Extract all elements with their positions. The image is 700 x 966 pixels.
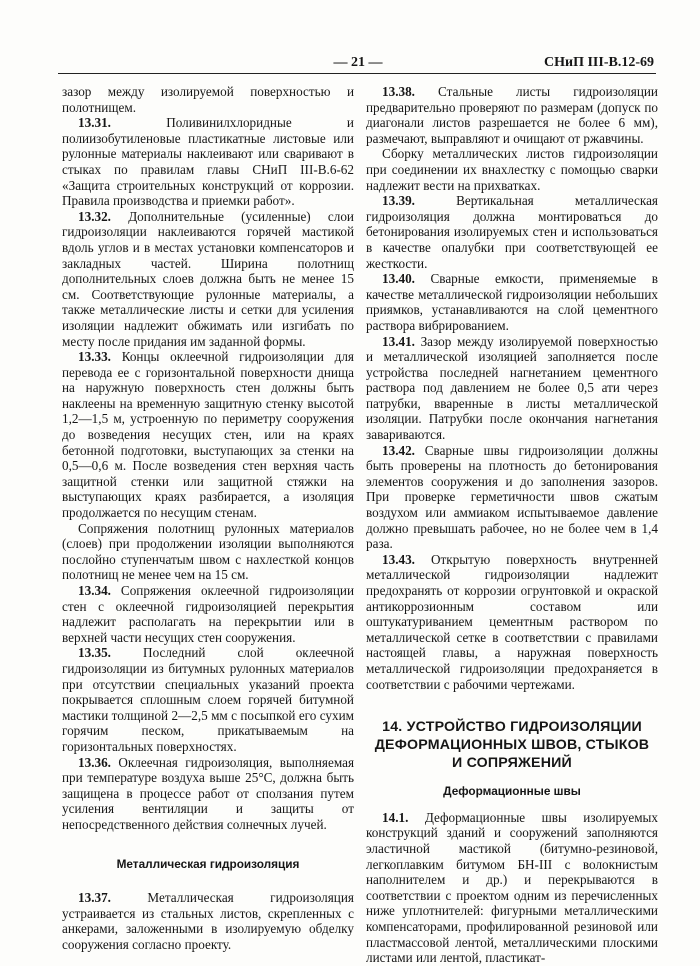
clause-number: 13.36. [78, 754, 111, 770]
header-rule [58, 73, 656, 74]
clause-13-37 [62, 890, 354, 952]
right-column [366, 84, 658, 966]
clause-number: 13.33. [78, 349, 111, 365]
subheading-deformation-joints: Деформационные швы [443, 784, 581, 799]
clause-number: 13.37. [78, 890, 111, 906]
clause-13-39 [366, 193, 658, 271]
clause-number: 13.35. [78, 645, 111, 661]
clause-14-1 [366, 810, 658, 966]
clause-13-31 [62, 115, 354, 209]
clause-number: 13.40. [382, 271, 415, 287]
clause-13-36 [62, 755, 354, 833]
clause-13-43 [366, 552, 658, 692]
clause-text: Оклеечная гидроизоляция, выполняемая при температуре воздуха выше 25°С, должна быть защищена в процессе работ от сползания путем усиления вентиляции и защиты от непосредственного действия солнечных лучей. [62, 754, 355, 832]
clause-text: Стальные листы гидроизоляции предварительно проверяют по размерам (допуск по диагонали листов разрешается не более 6 мм), размечают, выправляют и очищают от ржавчины. [366, 84, 658, 146]
clause-text: Сварные емкости, применяемые в качестве металлической гидроизоляции небольших приямков, устанавливаются на слой цементного раствора вибрированием. [366, 271, 658, 333]
clause-text: Деформационные швы изолируемых конструкций зданий и сооружений заполняются эластичной мастикой (битумно-резиновой, легкоплавким битумом БН-III с волокнистым наполнителем и др.) и перекрываются в соответствии с проектом одним из перечисленных ниже уплотнителей: фигурными металлическими компенсаторами, профилированной резиновой или пластмассовой лентой, металлическими плоскими листами или лентой, пластикат- [366, 809, 658, 966]
clause-text: Вертикальная металлическая гидроизоляция должна монтироваться до бетонирования изолируемых стен и использоваться в качестве опалубки при соответствующей ее жесткости. [366, 193, 658, 271]
page-number: — 21 — [333, 55, 383, 70]
paragraph: Сопряжения полотнищ рулонных материалов (слоев) при продолжении изоляции выполняются послойно ступенчатым швом с нахлесткой концов полотнищ не менее чем на 15 см. [62, 520, 354, 583]
paragraph: Сборку металлических листов гидроизоляции при соединении их внахлестку с помощью сварки надлежит вести на прихватках. [366, 146, 658, 193]
clause-number: 13.31. [78, 115, 111, 131]
subheading-metal-waterproofing: Металлическая гидроизоляция [116, 856, 300, 871]
clause-13-34 [62, 583, 354, 645]
clause-number: 13.39. [382, 193, 415, 209]
clause-text: Открытую поверхность внутренней металлической гидроизоляции надлежит предохранять от коррозии огрунтовкой и окраской антикоррозионным составом или оштукатуриванием цементным раствором по металлической сетке в соответствии с правилами настоящей главы, а наружная поверхность металлической гидроизоляции предохраняется в соответствии с рабочими чертежами. [366, 551, 658, 692]
chapter-title: 14. УСТРОЙСТВО ГИДРОИЗОЛЯЦИИ ДЕФОРМАЦИОННЫХ ШВОВ, СТЫКОВ И СОПРЯЖЕНИЙ [374, 719, 650, 772]
clause-text: Сопряжения оклеечной гидроизоляции стен с оклеечной гидроизоляцией перекрытия надлежит располагать на перекрытии или в верхней части несущих стен сооружения. [62, 583, 354, 645]
clause-text: Дополнительные (усиленные) слои гидроизоляции наклеиваются горячей мастикой вдоль углов и в местах установки компенсаторов и закладных частей. Ширина полотнищ дополнительных слоев должна быть не менее 15 см. Соответствующие рулонные материалы, а также металлические листы и сетки для усиления изоляции надлежит обжимать или изгибать по месту после придания им заданной формы. [62, 208, 354, 349]
clause-number: 13.34. [78, 583, 111, 598]
clause-13-40 [366, 271, 658, 333]
clause-text: Металлическая гидроизоляция устраивается из стальных листов, скрепленных с анкерами, заложенными в изолируемую обделку сооружения согласно проекту. [62, 890, 354, 952]
clause-13-41 [366, 334, 658, 443]
clause-number: 13.32. [78, 208, 111, 224]
clause-text: Зазор между изолируемой поверхностью и металлической изоляцией заполняется после устройства последней нагнетанием цементного раствора под давлением не более 0,5 ати через патрубки, вваренные в листы металлической изоляции. Патрубки после окончания нагнетания завариваются. [366, 333, 659, 443]
clause-text: Поливинилхлоридные и полиизобутиленовые пластикатные листовые или рулонные материалы наклеивают или сваривают в стыках по правилам главы СНиП III-В.6-62 «Защита строительных конструкций от коррозии. Правила производства и приемки работ». [62, 115, 354, 209]
left-column [62, 84, 354, 952]
clause-13-33 [62, 349, 354, 521]
clause-number: 13.42. [382, 442, 415, 458]
clause-13-32 [62, 209, 354, 349]
clause-text: Концы оклеечной гидроизоляции для перевода ее с горизонтальной поверхности днища на наружную поверхность стен должны быть наклеены на временную защитную стенку высотой 1,2—1,5 м, устроенную по периметру сооружения до возведения несущих стен, или на краях бетонной подготовки, выступающих за стенки на 0,5—0,6 м. После возведения стен верхняя часть защитной стенки или защитной стяжки на выступающих краях разбирается, а изоляция продолжается по несущим стенам. [62, 349, 354, 521]
paragraph: зазор между изолируемой поверхностью и полотнищем. [62, 84, 354, 115]
clause-13-42 [366, 443, 658, 552]
clause-13-35 [62, 645, 354, 754]
clause-number: 13.43. [382, 551, 415, 567]
clause-text: Последний слой оклеечной гидроизоляции из битумных рулонных материалов при отсутствии специальных указаний проекта покрывается сплошным слоем горячей битумной мастики толщиной 2—2,5 мм с посыпкой его сухим горячим песком, прикатываемым на горизонтальных поверхностях. [62, 645, 355, 754]
clause-number: 13.41. [382, 333, 415, 349]
clause-text: Сварные швы гидроизоляции должны быть проверены на плотность до бетонирования элементов сооружения и до заполнения зазоров. При проверке герметичности швов сжатым воздухом или аммиаком испытываемое давление должно превышать рабочее, но не более чем в 1,4 раза. [366, 442, 658, 552]
clause-13-38 [366, 84, 658, 146]
clause-number: 14.1. [382, 809, 409, 825]
clause-number: 13.38. [382, 84, 415, 99]
document-code: СНиП III-В.12-69 [544, 55, 654, 70]
